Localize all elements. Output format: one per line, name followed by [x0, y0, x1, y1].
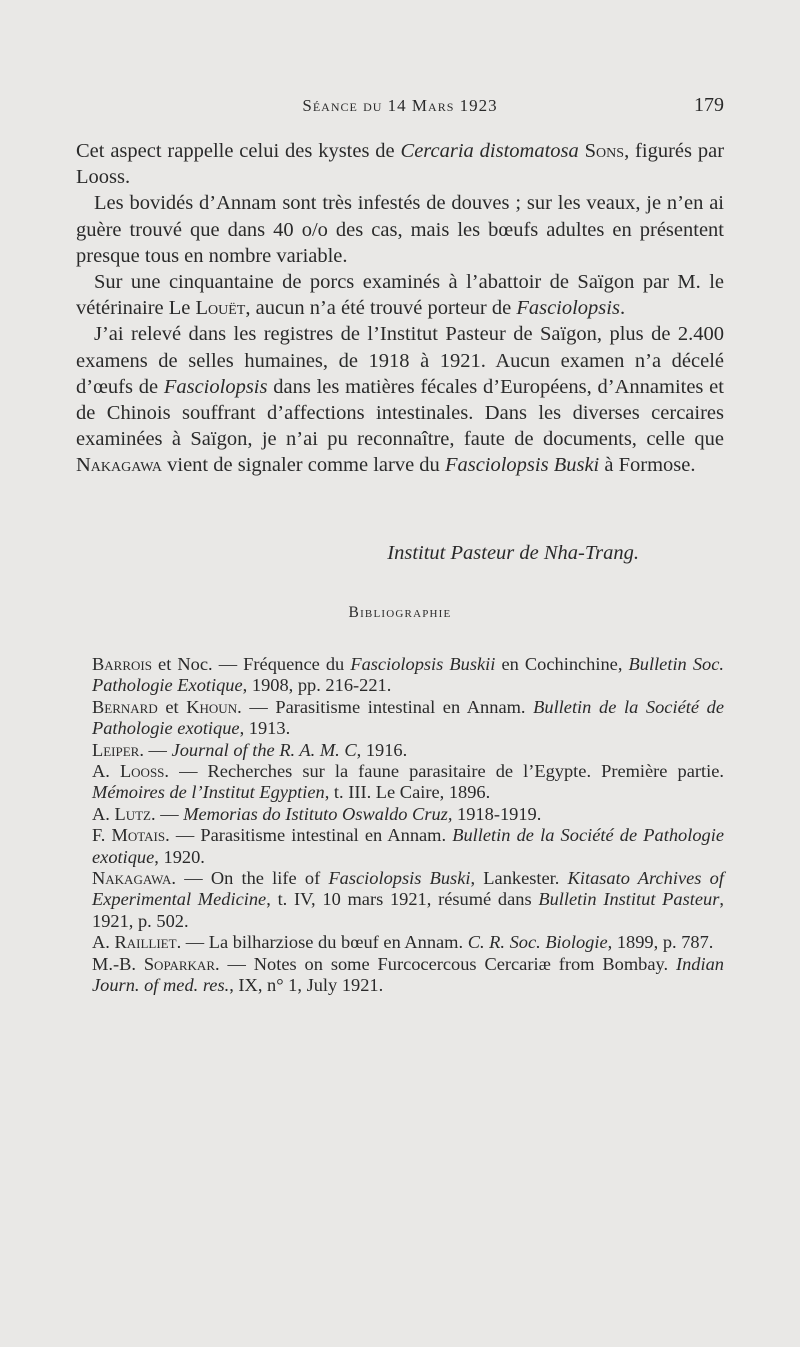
text-run: et — [157, 696, 187, 717]
bibliography-entry — [92, 932, 724, 953]
text-run: . — — [151, 803, 184, 824]
author-initial: F. — [92, 825, 112, 846]
bibliography-entry — [92, 804, 724, 825]
body-text — [76, 138, 724, 479]
author-name: Barrois — [92, 654, 152, 674]
signature-line — [76, 542, 724, 565]
text-run: Sur une cinquantaine de porcs examinés à l’abattoir de Saïgon par M. le vétérinaire Le — [76, 271, 724, 320]
author-name: Lutz — [114, 803, 151, 824]
text-run: . — La bilharziose du bœuf en Annam. — [176, 932, 468, 953]
bibliography-entry — [92, 954, 724, 997]
text-run: , 1916. — [356, 739, 408, 760]
text-run: , 1920. — [154, 846, 205, 867]
bibliography-entry — [92, 761, 724, 804]
author-initial: A. — [92, 803, 115, 824]
text-run: , 1899, p. 787. — [607, 932, 714, 953]
text-run: , Lankester. — [470, 868, 568, 889]
paragraph-2: Les bovidés d’Annam sont très infestés de douves ; sur les veaux, je n’en ai guère trouvé que dans 40 o/o des cas, mais les bœufs adultes en présentent presque tous en nombre variable. — [76, 192, 724, 267]
bibliography-entry — [92, 740, 724, 761]
paragraph-4 — [76, 321, 724, 478]
running-head: Séance du 14 Mars 1923 — [302, 96, 498, 115]
text-run: . — On the life of — [171, 868, 329, 889]
bibliography-list — [92, 654, 724, 997]
author-name: Nakagawa — [76, 454, 163, 477]
journal-title: C. R. Soc. Biologie — [467, 932, 608, 953]
page-header — [76, 92, 724, 122]
author-name: Nakagawa — [92, 868, 172, 889]
bibliography-entry — [92, 654, 724, 697]
paragraph-3 — [76, 269, 724, 321]
text-run: , figurés par Looss. — [76, 140, 725, 189]
author-initial: A. — [92, 932, 115, 953]
species-name: Fasciolopsis Buski — [444, 454, 600, 477]
person-name: Louët — [195, 297, 246, 320]
author-name: Soparkar — [143, 953, 215, 974]
text-run: . — Parasitisme intestinal en Annam. — [165, 825, 453, 846]
text-run: dans les matières fécales d’Européens, d’Annamites et de Chinois souffrant d’affections intestinales. Dans les diverses cercaires examinées à Saïgon, je n’ai pu reconnaître, faute de documents, celle que — [76, 375, 724, 451]
species-name: Cercaria distomatosa — [400, 140, 579, 162]
author-name: Railliet — [114, 932, 177, 953]
italic-title: Fasciolopsis Buskii — [350, 654, 496, 674]
genus-name: Fasciolopsis — [163, 375, 268, 398]
journal-title: Kitasato Archives of Experimental Medicine — [92, 868, 724, 910]
author-name: Bernard — [92, 696, 158, 717]
author-name: Khoun — [186, 696, 238, 717]
text-run: . — — [139, 739, 172, 760]
journal-title: Bulletin de la Société de Pathologie exotique — [92, 696, 724, 739]
author-initial: A. — [92, 761, 120, 782]
text-run: en Cochinchine, — [495, 654, 629, 674]
italic-title: Fasciolopsis Buski — [328, 868, 471, 889]
journal-title: Indian Journ. of med. res. — [92, 953, 724, 996]
text-run: à Formose. — [599, 454, 696, 477]
journal-title: Mémoires de l’Institut Egyptien — [92, 782, 325, 803]
text-run: , aucun n’a été trouvé porteur de — [245, 297, 517, 320]
author-name: Looss — [119, 761, 165, 782]
bibliography-entry — [92, 825, 724, 868]
text-run: , t. IV, 10 mars 1921, résumé dans — [266, 889, 539, 910]
bibliography-entry — [92, 697, 724, 740]
text-run: . — Recherches sur la faune parasitaire de l’Egypte. Première partie. — [164, 761, 724, 782]
author-name: Sons — [584, 140, 625, 162]
text-run: Cet aspect rappelle celui des kystes de — [76, 140, 401, 162]
text-run: , 1908, pp. 216-221. — [242, 675, 392, 696]
page-number: 179 — [694, 94, 724, 116]
journal-title: Bulletin Soc. Pathologie Exotique — [92, 654, 724, 696]
journal-title: Memorias do Istituto Oswaldo Cruz, — [183, 803, 453, 824]
text-run: vient de signaler comme larve du — [162, 454, 445, 477]
text-run: , t. III. Le Caire, 1896. — [324, 782, 491, 803]
author-name: Motais — [111, 825, 166, 846]
text-run: , 1921, p. 502. — [92, 889, 724, 931]
text-run: , 1913. — [239, 718, 291, 739]
institution-signature: Institut Pasteur de Nha-Trang. — [387, 542, 639, 564]
author-name: Leiper — [92, 739, 140, 760]
text-run: et Noc. — Fréquence du — [151, 654, 351, 674]
paragraph-1 — [76, 138, 724, 190]
bibliography-entry — [92, 868, 724, 932]
text-run: , IX, n° 1, July 1921. — [229, 975, 384, 996]
text-run: J’ai relevé dans les registres de l’Institut Pasteur de Saïgon, plus de 2.400 examens de selles humaines, de 1918 à 1921. Aucun examen n’a décelé d’œufs de — [76, 323, 724, 398]
genus-name: Fasciolopsis — [516, 297, 620, 320]
journal-title: Journal of the R. A. M. C — [171, 739, 357, 760]
text-run: . — [619, 297, 626, 320]
text-run: . — Notes on some Furcocercous Cercariæ from Bombay. — [215, 953, 676, 974]
bibliography-title: Bibliographie — [348, 604, 452, 621]
journal-title: Bulletin Institut Pasteur — [538, 889, 720, 910]
text-run: 1918-1919. — [452, 803, 542, 824]
author-initial: M.-B. — [92, 953, 144, 974]
journal-title: Bulletin de la Société de Pathologie exotique — [92, 825, 724, 867]
text-run: . — Parasitisme intestinal en Annam. — [237, 696, 534, 717]
